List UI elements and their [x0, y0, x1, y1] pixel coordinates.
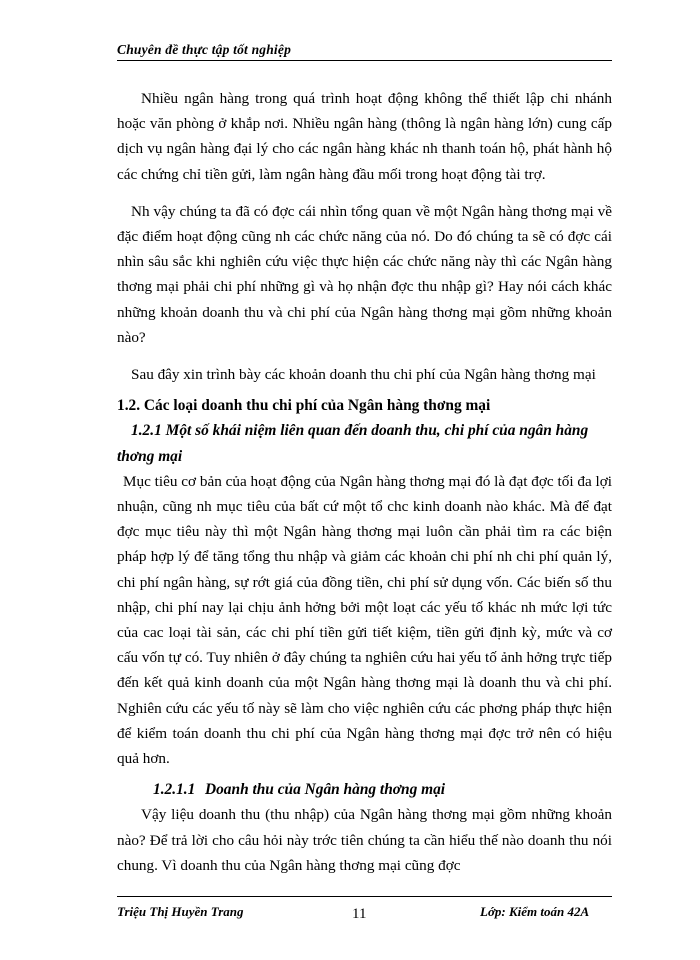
paragraph-objectives: Mục tiêu cơ bản của hoạt động của Ngân hàng thơng mại đó là đạt đợc tối đa lợi nhuận, cũng nh mục tiêu của bất cứ một tổ chc kinh doanh nào khác. Mà để đạt đợc mục tiêu này thì một Ngân hàng thơng mại luôn cần phải tìm ra các biện pháp hợp lý để tăng tổng thu nhập và giảm các khoản chi phí nh chi phí quản lý, chi phí ngân hàng, sự rớt giá của đồng tiền, chi phí sử dụng vốn. Các biến số thu nhập, chi phí nay lại chịu ảnh hởng bởi một loạt các yếu tố khác nh mức lợi tức của cac loại tài sản, các chi phí tiền gửi tiết kiệm, tiền gửi định kỳ, mức và cơ cấu vốn tự có. Tuy nhiên ở đây chúng ta nghiên cứu hai yếu tố ảnh hởng trực tiếp đến kết quả kinh doanh của một Ngân hàng thơng mại là doanh thu và chi phí. Nghiên cứu các yếu tố này sẽ làm cho việc nghiên cứu các phơng pháp thực hiện để kiểm toán doanh thu chi phí của Ngân hàng thơng mại đợc trở nên có hiệu quả hơn.: [117, 472, 612, 768]
running-header: [117, 41, 612, 59]
page-number: 11: [352, 906, 367, 922]
heading-1-2: 1.2. Các loại doanh thu chi phí của Ngân hàng thơng mại: [117, 397, 491, 415]
heading-1-2-1-1: [117, 777, 612, 802]
heading-1-2-1-1-number: 1.2.1.1: [153, 781, 196, 799]
header-title: Chuyên đề thực tập tốt nghiệp: [117, 42, 292, 57]
heading-1-2-1-1-title: Doanh thu của Ngân hàng thơng mại: [205, 781, 446, 799]
footer-author: Triệu Thị Huyền Trang: [117, 904, 244, 919]
footer-class: Lớp: Kiểm toán 42A: [480, 904, 590, 919]
paragraph-correspondent-banking: Nhiều ngân hàng trong quá trình hoạt động không thể thiết lập chi nhánh hoặc văn phòng ở khắp nơi. Nhiều ngân hàng (thông là ngân hàng lớn) cung cấp dịch vụ ngân hàng đại lý cho các ngân hàng khác nh thanh toán hộ, phát hành hộ các chứng chỉ tiền gửi, làm ngân hàng đầu mối trong hoạt động tài trợ.: [117, 90, 612, 183]
header-rule: [117, 60, 612, 61]
paragraph-revenue: Vậy liệu doanh thu (thu nhập) của Ngân hàng thơng mại gồm những khoản nào? Để trả lời cho câu hỏi này trớc tiên chúng ta cần hiểu thế nào doanh thu nói chung. Vì doanh thu của Ngân hàng thơng mại cũng đợc: [117, 806, 612, 874]
paragraph-introduction: Sau đây xin trình bày các khoản doanh thu chi phí của Ngân hàng thơng mại: [131, 366, 596, 384]
heading-1-2-1: 1.2.1 Một số khái niệm liên quan đến doanh thu, chi phí của ngân hàng thơng mại: [117, 422, 589, 465]
paragraph-overview: Nh vậy chúng ta đã có đợc cái nhìn tổng quan về một Ngân hàng thơng mại về đặc điểm hoạt động cũng nh các chức năng của nó. Do đó chúng ta sẽ có đợc cái nhìn sâu sắc khi nghiên cứu việc thực hiện các chức năng này thì các Ngân hàng thơng mại phải chi phí những gì và họ nhận đợc thu nhập gì? Hay nói cách khác những khoản doanh thu và chi phí của Ngân hàng thơng mại gồm những khoản nào?: [117, 202, 612, 346]
footer-rule: [117, 896, 612, 897]
page-body: [117, 86, 612, 878]
